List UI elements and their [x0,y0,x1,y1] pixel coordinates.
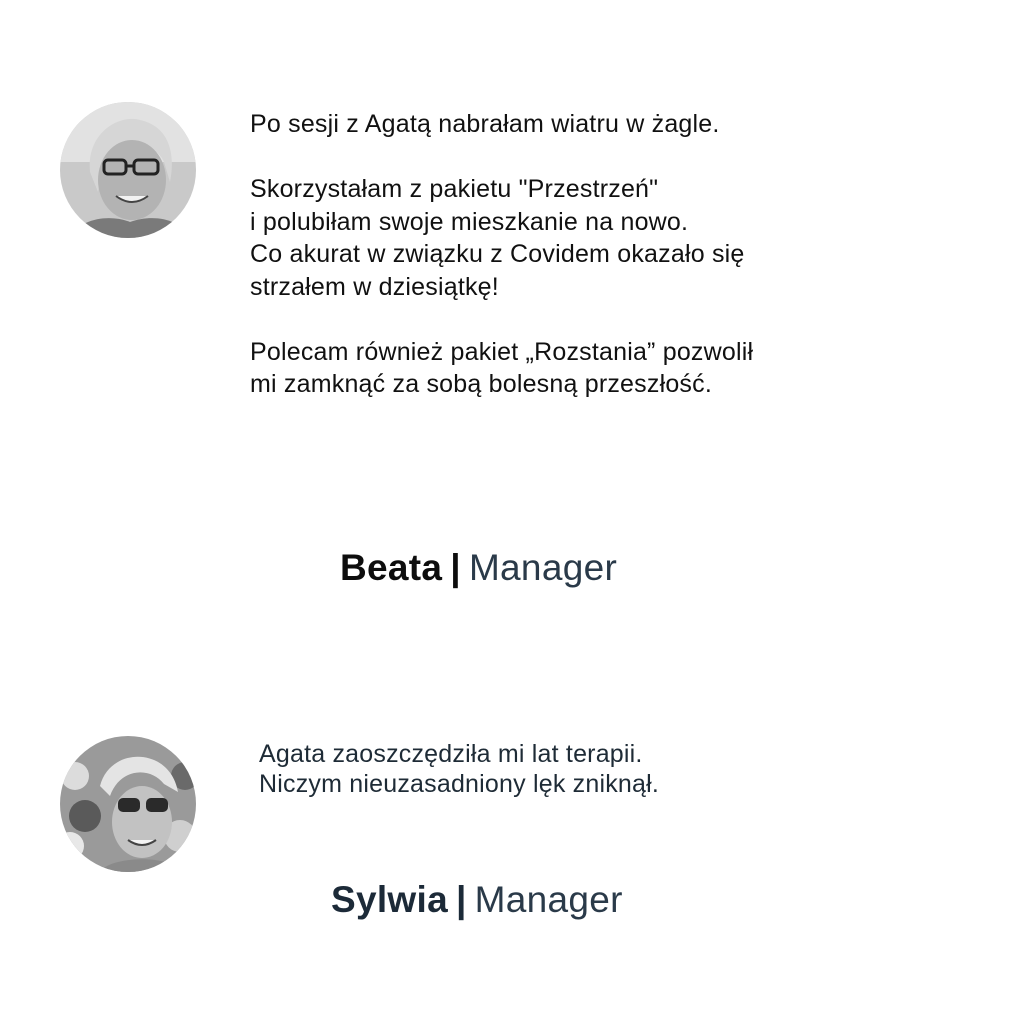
author-separator: | [455,879,467,920]
testimonial-quote-1 [250,108,753,401]
quote-line: Po sesji z Agatą nabrałam wiatru w żagle. [250,110,720,138]
quote-line: Polecam również pakiet „Rozstania” pozwolił [250,337,754,366]
quote-line: Niczym nieuzasadniony lęk zniknął. [259,770,660,798]
author-separator: | [450,547,461,588]
avatar-beata [60,102,196,238]
quote-line: Agata zaoszczędziła mi lat terapii. [259,740,643,768]
author-role: Manager [474,879,623,920]
testimonial-author-1 [340,547,617,589]
quote-line: i polubiłam swoje mieszkanie na nowo. [250,207,689,236]
quote-line: mi zamknąć za sobą bolesną przeszłość. [250,370,712,398]
author-name: Beata [340,547,443,588]
testimonial-quote-2 [259,739,659,799]
person-photo-icon [60,102,196,238]
author-name: Sylwia [331,879,448,920]
quote-spacer [250,141,753,174]
person-photo-icon [60,736,196,872]
quote-line: Co akurat w związku z Covidem okazało się [250,240,745,268]
quote-spacer [250,303,753,336]
avatar-sylwia [60,736,196,872]
quote-line: Skorzystałam z pakietu "Przestrzeń" [250,175,659,203]
testimonial-author-2 [331,879,623,921]
quote-line: strzałem w dziesiątkę! [250,272,499,301]
author-role: Manager [468,547,618,588]
